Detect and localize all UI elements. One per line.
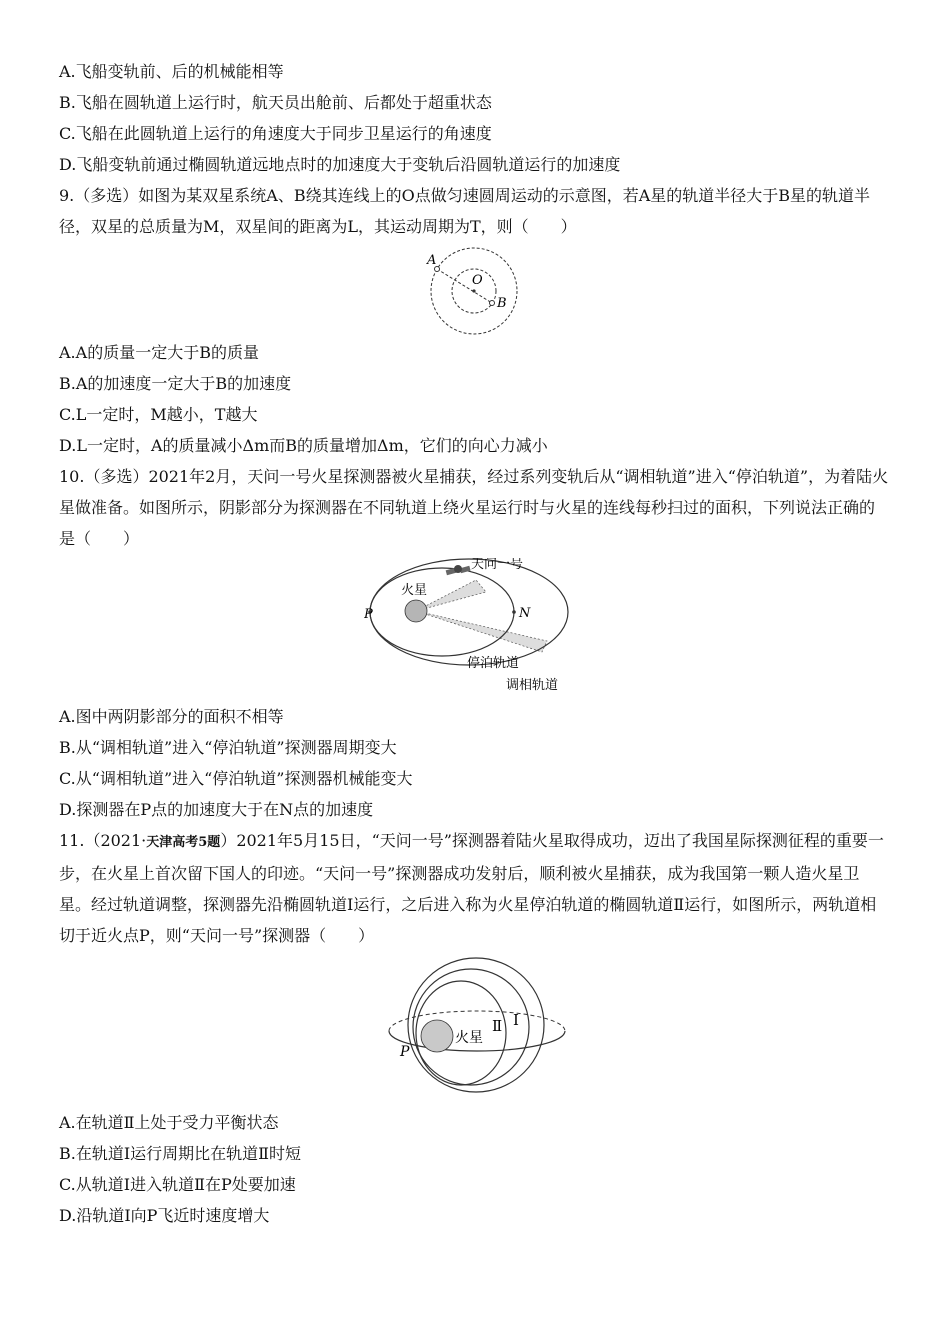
option-d: D.探测器在P点的加速度大于在N点的加速度 bbox=[59, 800, 374, 819]
probe-icon bbox=[446, 565, 471, 575]
center-o bbox=[472, 289, 475, 292]
label-b: B bbox=[497, 296, 507, 311]
connecting-line bbox=[437, 269, 492, 303]
label-mars: 火星 bbox=[455, 1030, 483, 1046]
label-p: P bbox=[400, 1044, 410, 1060]
option-a: A.飞船变轨前、后的机械能相等 bbox=[59, 62, 284, 81]
equator-back bbox=[389, 1011, 565, 1031]
question-11-source: 天津高考5题 bbox=[146, 835, 221, 850]
question-11 bbox=[59, 825, 889, 1231]
orbit-diagram bbox=[364, 558, 584, 698]
point-n bbox=[512, 610, 516, 614]
question-9 bbox=[59, 180, 889, 461]
option-c: C.飞船在此圆轨道上运行的角速度大于同步卫星运行的角速度 bbox=[59, 124, 492, 143]
question-9-stem: 9.（多选）如图为某双星系统A、B绕其连线上的O点做匀速圆周运动的示意图，若A星的轨道半径大于B星的轨道半径，双星的总质量为M，双星间的距离为L，其运动周期为T，则（ ） bbox=[59, 186, 871, 236]
label-p: P bbox=[364, 607, 373, 622]
question-10-figure bbox=[59, 558, 889, 701]
star-b bbox=[490, 301, 495, 306]
mars-planet bbox=[421, 1020, 453, 1052]
question-10-stem: 10.（多选）2021年2月，天问一号火星探测器被火星捕获，经过系列变轨后从“调相轨道”进入“停泊轨道”，为着陆火星做准备。如图所示，阴影部分为探测器在不同轨道上绕火星运行时与火星的连线每秒扫过的面积，下列说法正确的是（ ） bbox=[59, 467, 889, 548]
option-b: B.A的加速度一定大于B的加速度 bbox=[59, 374, 292, 393]
label-orbit-1: Ⅰ bbox=[513, 1011, 519, 1029]
option-c: C.从轨道Ⅰ进入轨道Ⅱ在P处要加速 bbox=[59, 1175, 296, 1194]
binary-star-diagram bbox=[424, 244, 524, 336]
option-d: D.飞船变轨前通过椭圆轨道远地点时的加速度大于变轨后沿圆轨道运行的加速度 bbox=[59, 155, 621, 174]
label-mars: 火星 bbox=[401, 583, 428, 598]
question-11-text: ）2021年5月15日，“天问一号”探测器着陆火星取得成功，迈出了我国星际探测征程的重要一步，在火星上首次留下国人的印迹。“天问一号”探测器成功发射后，顺利被火星捕获，成为我国第一颗人造火星卫星。经过轨道调整，探测器先沿椭圆轨道Ⅰ运行，之后进入称为火星停泊轨道的椭圆轨道Ⅱ运行，如图所示，两轨道相切于近火点P，则“天问一号”探测器（ ） bbox=[59, 831, 884, 945]
option-a: A.A的质量一定大于B的质量 bbox=[59, 343, 259, 362]
question-11-figure bbox=[59, 957, 889, 1107]
option-b: B.在轨道Ⅰ运行周期比在轨道Ⅱ时短 bbox=[59, 1144, 302, 1163]
question-9-figure bbox=[59, 244, 889, 337]
option-d: D.沿轨道Ⅰ向P飞近时速度增大 bbox=[59, 1206, 270, 1225]
question-11-prefix: 11.（2021· bbox=[59, 831, 147, 850]
question-10 bbox=[59, 461, 889, 825]
mars-orbits-diagram bbox=[379, 957, 569, 1107]
label-o: O bbox=[472, 273, 483, 288]
option-b: B.从“调相轨道”进入“停泊轨道”探测器周期变大 bbox=[59, 738, 397, 757]
question-11-stem bbox=[59, 825, 889, 951]
option-b: B.飞船在圆轨道上运行时，航天员出舱前、后都处于超重状态 bbox=[59, 93, 492, 112]
option-c: C.从“调相轨道”进入“停泊轨道”探测器机械能变大 bbox=[59, 769, 413, 788]
option-a: A.在轨道Ⅱ上处于受力平衡状态 bbox=[59, 1113, 279, 1132]
parking-orbit bbox=[370, 568, 514, 656]
page bbox=[59, 56, 889, 1231]
mars-planet bbox=[405, 600, 427, 622]
label-n: N bbox=[519, 606, 531, 621]
label-probe: 天问一号 bbox=[471, 558, 524, 572]
label-orbit-2: Ⅱ bbox=[492, 1017, 503, 1035]
label-phasing-orbit: 调相轨道 bbox=[506, 678, 559, 693]
label-parking-orbit: 停泊轨道 bbox=[467, 656, 520, 671]
prev-question-options bbox=[59, 56, 889, 180]
label-a: A bbox=[427, 253, 437, 268]
option-a: A.图中两阴影部分的面积不相等 bbox=[59, 707, 284, 726]
option-c: C.L一定时，M越小，T越大 bbox=[59, 405, 258, 424]
option-d: D.L一定时，A的质量减小Δm而B的质量增加Δm，它们的向心力减小 bbox=[59, 436, 548, 455]
